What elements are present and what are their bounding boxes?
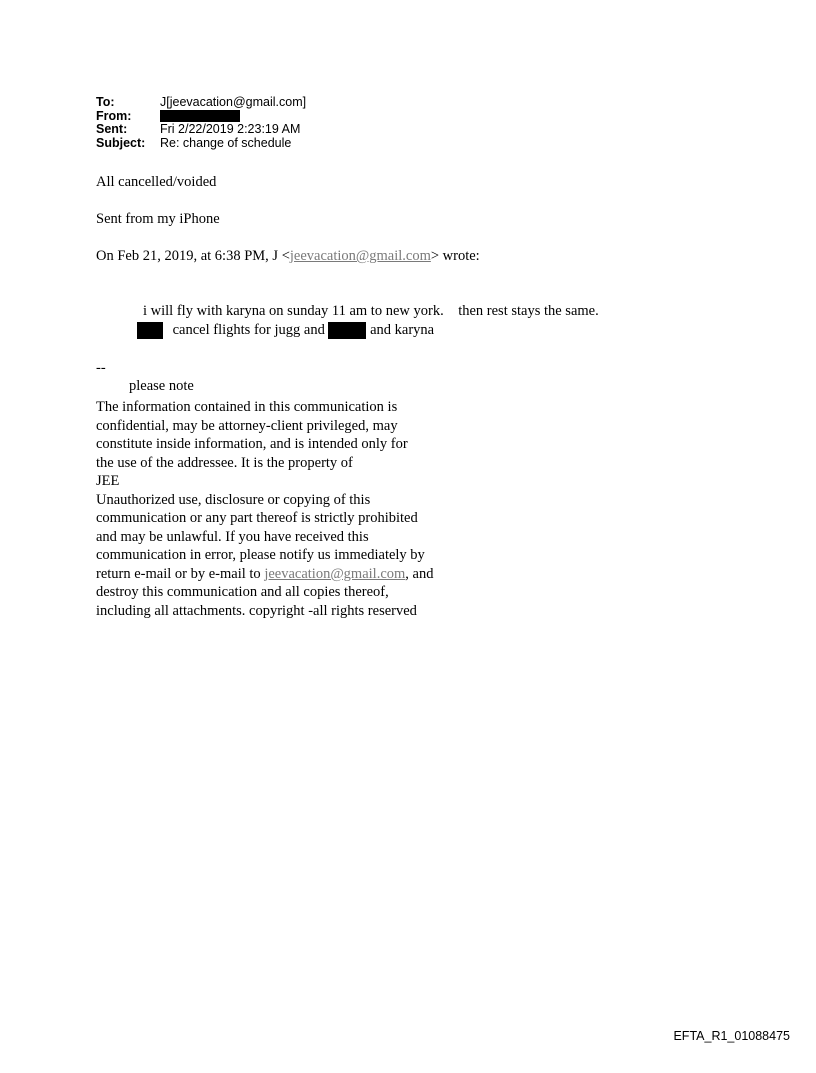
disclaimer-line: The information contained in this communication is (96, 399, 398, 415)
to-value: J[jeevacation@gmail.com] (160, 95, 307, 109)
header-from-row (96, 110, 306, 124)
disclaimer-line: JEE (96, 473, 120, 489)
disclaimer-line: communication in error, please notify us immediately by (96, 547, 425, 563)
from-label: From: (96, 108, 132, 123)
quoted-line-1: i will fly with karyna on sunday 11 am to new york. then rest stays the same. (143, 303, 599, 319)
quoted-line-2 (137, 322, 434, 339)
quoted-line-2-b: and karyna (370, 322, 435, 338)
quote-intro-prefix: On Feb 21, 2019, at 6:38 PM, J < (96, 248, 290, 264)
subject-label: Subject: (96, 135, 146, 150)
subject-value: Re: change of schedule (160, 135, 292, 150)
disclaimer-line: communication or any part thereof is strictly prohibited (96, 510, 418, 526)
quote-intro-suffix: > wrote: (430, 248, 480, 264)
quote-intro (96, 248, 480, 265)
document-id: EFTA_R1_01088475 (673, 1029, 790, 1043)
disclaimer-email-line (96, 565, 433, 584)
disclaimer-email-prefix: return e-mail or by e-mail to (96, 565, 265, 582)
disclaimer-email-suffix: , and (405, 565, 434, 582)
disclaimer-block (96, 398, 433, 620)
quoted-redaction-1 (137, 322, 163, 339)
quoted-line-2-a: cancel flights for jugg and (172, 322, 325, 338)
header-to-row (96, 96, 306, 110)
quote-intro-email-link[interactable]: jeevacation@gmail.com (289, 248, 431, 264)
disclaimer-line: the use of the addressee. It is the property of (96, 454, 353, 471)
disclaimer-line: Unauthorized use, disclosure or copying of this (96, 491, 371, 508)
signature-text: Sent from my iPhone (96, 211, 220, 227)
please-note: please note (129, 378, 194, 394)
to-label: To: (96, 95, 115, 109)
quoted-redaction-2 (328, 322, 366, 339)
from-redaction (160, 110, 240, 122)
disclaimer-email-link[interactable]: jeevacation@gmail.com (264, 565, 406, 582)
disclaimer-line: constitute inside information, and is intended only for (96, 436, 408, 452)
reply-text: All cancelled/voided (96, 174, 217, 190)
disclaimer-line: including all attachments. copyright -all rights reserved (96, 602, 417, 619)
header-sent-row (96, 123, 306, 137)
disclaimer-line: confidential, may be attorney-client privileged, may (96, 417, 398, 434)
sent-value: Fri 2/22/2019 2:23:19 AM (160, 122, 301, 136)
disclaimer-line: destroy this communication and all copies thereof, (96, 584, 389, 600)
signature-separator: -- (96, 360, 106, 376)
sent-label: Sent: (96, 122, 128, 136)
disclaimer-line: and may be unlawful. If you have received this (96, 528, 369, 545)
email-header (96, 96, 306, 150)
header-subject-row (96, 137, 306, 151)
